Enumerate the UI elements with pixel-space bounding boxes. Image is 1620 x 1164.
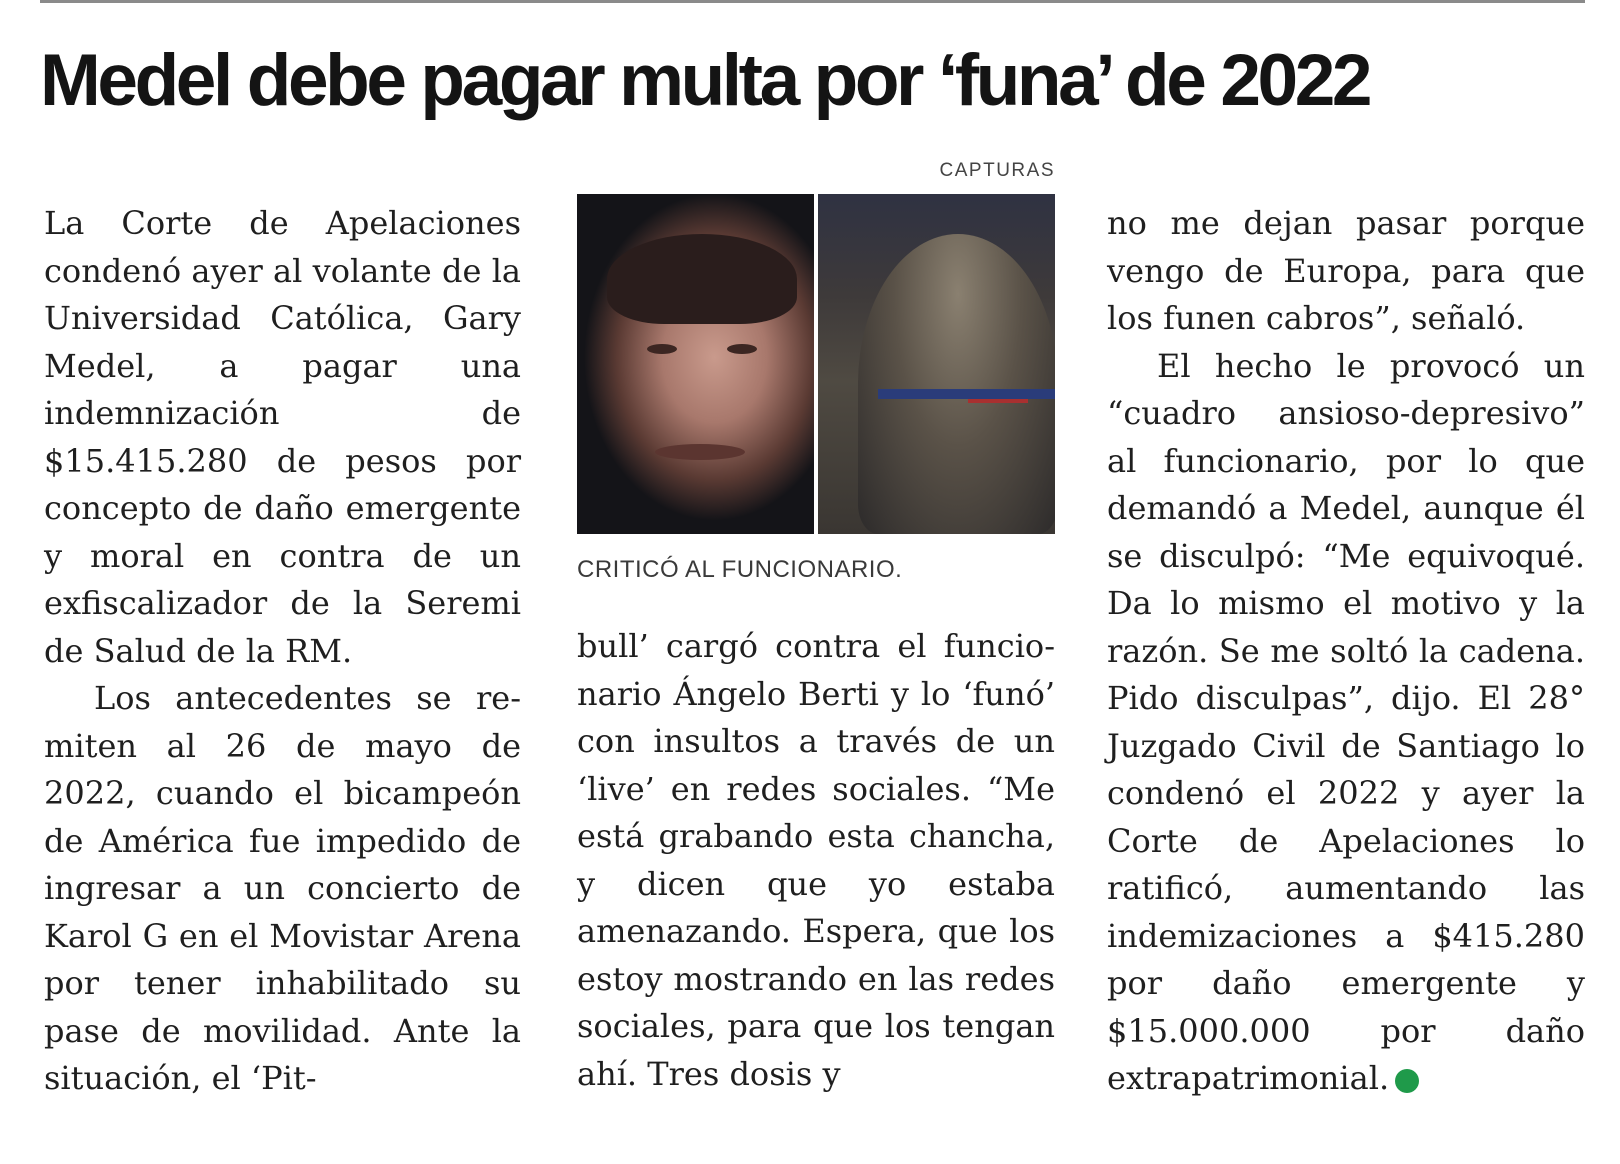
paragraph-4: no me dejan pasar porque vengo de Europa, para que los funen cabros”, señaló. <box>1107 204 1585 337</box>
photo-hood-shape <box>858 234 1055 534</box>
photo-eye-right <box>727 344 757 354</box>
paragraph-1: La Corte de Apelaciones condenó ayer al volante de la Universidad Católica, Gary Medel, a pagar una indemnización de $15.415.280 de pesos por concepto de daño emergente y moral en contra de un exfiscalizador de la Seremi de Salud de la RM. <box>44 204 521 670</box>
top-rule <box>40 0 1585 3</box>
paragraph-5 <box>1107 343 1585 1103</box>
photo-mouth <box>655 444 745 460</box>
column-3 <box>1107 200 1585 1103</box>
photo-caption: CRITICÓ AL FUNCIONARIO. <box>577 556 903 583</box>
photo-credit: CAPTURAS <box>939 160 1055 181</box>
photo-jacket-stripe-red <box>968 399 1028 403</box>
end-of-article-icon: ✪ <box>1395 1069 1419 1093</box>
photo-eye-left <box>647 344 677 354</box>
paragraph-3: bull’ cargó contra el funcionario Ángelo Berti y lo ‘funó’ con insultos a través de un ‘live’ en redes sociales. “Me está grabando esta chancha, y dicen que yo estaba amenazando. Espera, que los estoy mostrando en las redes sociales, para que los tengan ahí. Tres dosis y <box>577 627 1055 1093</box>
paragraph-5-text: El hecho le provocó un “cuadro ansioso-depresivo” al funcionario, por lo que demandó a Medel, aunque él se disculpó: “Me equivoqué. Da lo mismo el motivo y la razón. Se me soltó la cadena. Pido disculpas”, dijo. El 28° Juzgado Civil de Santiago lo condenó el 2022 y ayer la Corte de Apelaciones lo ratificó, aumentando las indemizaciones a $415.280 por daño emergente y $15.000.000 por daño extrapatrimonial. <box>1107 346 1585 1097</box>
photo-jacket <box>818 194 1055 534</box>
column-1 <box>44 200 521 1103</box>
paragraph-2: Los antecedentes se remiten al 26 de mayo de 2022, cuando el bicampeón de América fue impedido de ingresar a un concierto de Karol G en el Movistar Arena por tener inhabilitado su pase de movilidad. Ante la situación, el ‘Pit- <box>44 679 521 1097</box>
column-2 <box>577 623 1055 1098</box>
photo-pair <box>577 194 1055 534</box>
photo-face <box>577 194 814 534</box>
photo-jacket-stripe <box>878 389 1055 399</box>
photo-hair-shape <box>607 234 797 324</box>
headline: Medel debe pagar multa por ‘funa’ de 2022 <box>40 40 1370 121</box>
